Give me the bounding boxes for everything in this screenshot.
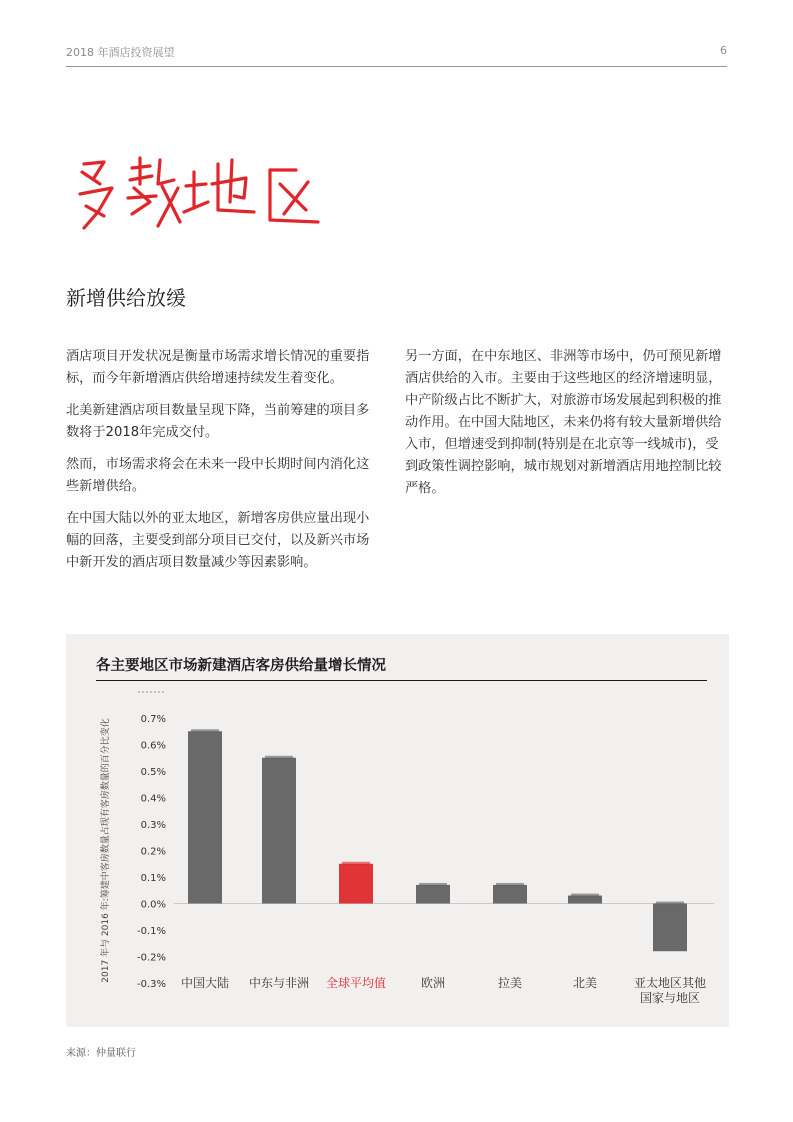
page-header: [66, 44, 727, 67]
x-category-label: 拉美: [497, 976, 523, 990]
source-note: 来源：仲量联行: [66, 1048, 136, 1059]
bar-texture: [191, 729, 219, 732]
bar: [653, 904, 687, 952]
bar-chart: [66, 634, 729, 1027]
y-tick-label: -0.2%: [136, 952, 166, 964]
x-category-label: 欧洲: [420, 976, 446, 990]
y-tick-label: 0.5%: [140, 767, 166, 778]
bar: [493, 885, 527, 904]
y-tick-label: 0.4%: [140, 793, 166, 805]
x-category-label: 中东与非洲: [248, 976, 310, 990]
bar-texture: [419, 883, 447, 886]
y-tick-label: 0.6%: [140, 740, 166, 752]
x-category-label: 全球平均值: [325, 976, 387, 990]
bar: [416, 885, 450, 904]
bar: [262, 758, 296, 904]
chart-panel: [66, 634, 729, 1027]
bar-texture: [571, 894, 599, 897]
left-column: [66, 346, 378, 584]
script-heading: [70, 150, 340, 245]
bar: [339, 864, 373, 904]
bar-texture: [496, 883, 524, 886]
page-number: 6: [720, 44, 727, 57]
paragraph: 酒店项目开发状况是衡量市场需求增长情况的重要指标，而今年新增酒店供给增速持续发生着变化。: [66, 349, 370, 386]
report-title: 2018 年酒店投资展望: [66, 46, 175, 59]
bar-texture: [342, 862, 370, 865]
paragraph: 北美新建酒店项目数量呈现下降，当前筹建的项目多数将于2018年完成交付。: [66, 403, 370, 440]
right-column: [405, 346, 727, 510]
bar-texture: [656, 902, 684, 905]
x-category-label: 中国大陆: [180, 976, 230, 990]
y-axis-label: 2017 年与 2016 年:筹建中客房数量占现有客房数量的百分比变化: [101, 718, 111, 983]
y-tick-label: 0.1%: [140, 873, 166, 884]
chart-title: 各主要地区市场新建酒店客房供给量增长情况: [96, 658, 386, 674]
x-category-label: 亚太地区其他: [633, 976, 707, 990]
y-tick-label: 0.2%: [140, 846, 166, 858]
paragraph: 然而，市场需求将会在未来一段中长期时间内消化这些新增供给。: [66, 457, 370, 494]
y-tick-label: -0.1%: [136, 926, 166, 937]
x-category-label: 北美: [572, 976, 598, 990]
paragraph: 另一方面，在中东地区、非洲等市场中，仍可预见新增酒店供给的入市。主要由于这些地区的经济增速明显，中产阶级占比不断扩大，对旅游市场发展起到积极的推动作用。在中国大陆地区，未来仍将有较大量新增供给入市，但增速受到抑制(特别是在北京等一线城市)，受到政策性调控影响，城市规划对新增酒店用地控制比较严格。: [405, 349, 722, 496]
x-category-label: 国家与地区: [639, 991, 701, 1005]
y-tick-label: -0.3%: [136, 979, 166, 990]
bar: [568, 896, 602, 904]
paragraph: 在中国大陆以外的亚太地区，新增客房供应量出现小幅的回落，主要受到部分项目已交付，以及新兴市场中新开发的酒店项目数量减少等因素影响。: [66, 511, 370, 570]
script-heading-art: [70, 150, 340, 245]
bar: [188, 731, 222, 903]
y-tick-label: 0.7%: [140, 714, 166, 725]
y-tick-label: 0.3%: [140, 820, 166, 831]
y-tick-label: 0.0%: [140, 899, 166, 911]
bar-texture: [265, 756, 293, 759]
section-title: 新增供给放缓: [66, 286, 186, 310]
